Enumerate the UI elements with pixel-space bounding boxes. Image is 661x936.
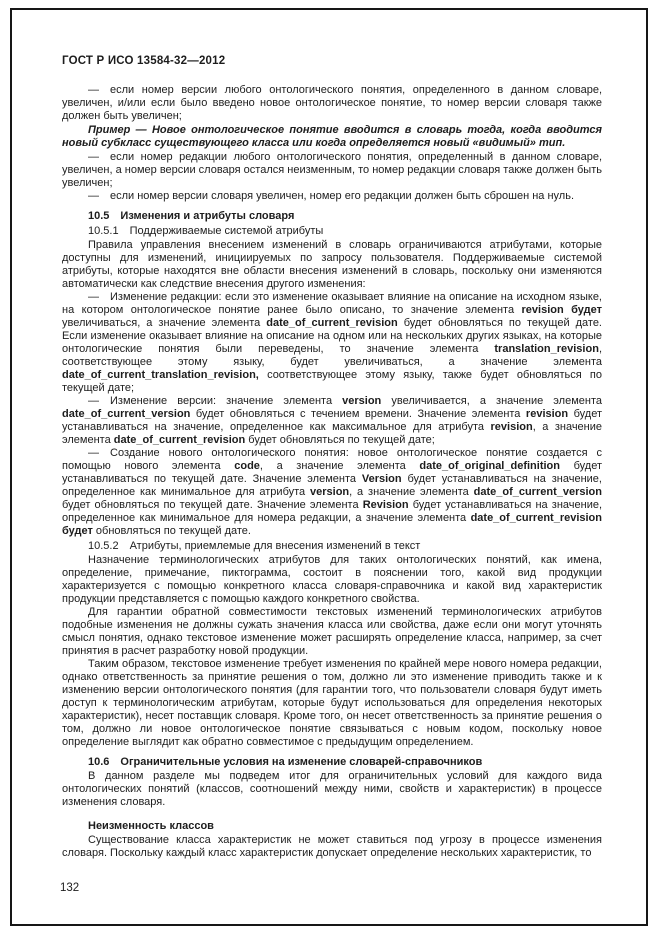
paragraph: Назначение терминологических атрибутов для таких онтологических понятий, как имена, определение, примечание, пиктограмма, состоит в пояснении того, какой вид продукции характеризуется с помощью конкретного класса словаря-справочника и какой вид характеристик продукции представляется с помощью каждого конкретного свойства. [62, 554, 602, 605]
paragraph: — Создание нового онтологического понятия: новое онтологическое понятие создается с помощью нового элемента code, а значение элемента date_of_original_definition будет устанавливаться по текущей дате. Значение элемента Version будет устанавливаться на значение, определенное как минимальное для атрибута version, а значение элемента date_of_current_version будет обновляться по текущей дате. Значение элемента Revision будет устанавливаться на значение, определенное как минимальное для номера редакции, а значение элемента date_of_current_revision будет обновляться по текущей дате. [62, 447, 603, 537]
paragraph: В данном разделе мы подведем итог для ограничительных условий для каждого вида онтологических понятий (классов, соотношений между ними, свойств и характеристик) в процессе изменения словаря. [62, 770, 602, 808]
paragraph: — если номер версии любого онтологического понятия, определенного в данном словаре, увеличен, и/или если было введено новое онтологическое понятие, то номер версии словаря также должен быть увеличен; [62, 84, 602, 122]
paragraph: Правила управления внесением изменений в словарь ограничиваются атрибутами, которые доступны для изменений, инициируемых по запросу пользователя. Поддерживаемые системой атрибуты, которые находятся вне области внесения изменений в словарь, поскольку они изменяются автоматически как следствие внесения другого изменения: [62, 239, 602, 290]
paragraph: — если номер версии словаря увеличен, номер его редакции должен быть сброшен на нуль. [88, 190, 575, 202]
paragraph: Таким образом, текстовое изменение требует изменения по крайней мере нового номера редакции, однако ответственность за принятие решения о том, должно ли это изменение приводить также и к изменению версии онтологического понятия (для гарантии того, что пользователи словаря будут иметь доступ к терминологическим атрибутам, которые будут использоваться для определения некоторых характеристик), несет поставщик словаря. Кроме того, он несет ответственность за принятие решения о том, должно ли новое онтологическое понятие связываться с новым кодом, поскольку новое определение выглядит как обратно совместимое с предыдущим определением. [62, 658, 602, 748]
document-body [62, 84, 602, 860]
section-heading: 10.6 Ограничительные условия на изменение словарей-справочников [88, 756, 483, 768]
paragraph: Существование класса характеристик не может ставиться под угрозу в процессе изменения словаря. Поскольку каждый класс характеристик допускает определение нескольких характеристик, то [62, 834, 602, 859]
section-heading: 10.5.2 Атрибуты, приемлемые для внесения изменений в текст [88, 540, 421, 552]
paragraph: — Изменение редакции: если это изменение оказывает влияние на описание на исходном языке, на котором онтологическое понятие ранее было описано, то значение элемента revision будет увеличиваться, а значение элемента date_of_current_revision будет обновляться по текущей дате. Если изменение оказывает влияние на описание на одном или на нескольких других языках, на которые онтологические понятия были переведены, то значение элемента translation_revision, соответствующее этому языку, будет увеличиваться, а значение элемента date_of_current_translation_revision, соответствующее этому языку, также будет обновляться по текущей дате; [62, 291, 602, 394]
paragraph: — Изменение версии: значение элемента version увеличивается, а значение элемента date_of_current_version будет обновляться с течением времени. Значение элемента revision будет устанавливаться на значение, определенное как максимальное для атрибута revision, а значение элемента date_of_current_revision будет обновляться по текущей дате; [62, 395, 603, 446]
section-heading: Неизменность классов [88, 820, 214, 832]
paragraph: Пример — Новое онтологическое понятие вводится в словарь тогда, когда вводится новый субкласс существующего класса или когда определяется новый «видимый» тип. [62, 124, 602, 149]
section-heading: 10.5.1 Поддерживаемые системой атрибуты [88, 225, 324, 237]
paragraph: Для гарантии обратной совместимости текстовых изменений терминологических атрибутов подобные изменения не должны сужать значения класса или свойства, даже если они могут уточнять смысл понятия, однако текстовое изменение может расширять определение класса, например, за счет принятия в расчет разработку новой продукции. [62, 606, 602, 657]
document-header: ГОСТ Р ИСО 13584-32—2012 [62, 55, 226, 67]
page-number: 132 [60, 882, 80, 894]
paragraph: — если номер редакции любого онтологического понятия, определенный в данном словаре, увеличен, а номер версии словаря остался неизменным, то номер редакции словаря также должен быть увеличен; [62, 151, 602, 189]
section-heading: 10.5 Изменения и атрибуты словаря [88, 210, 295, 222]
